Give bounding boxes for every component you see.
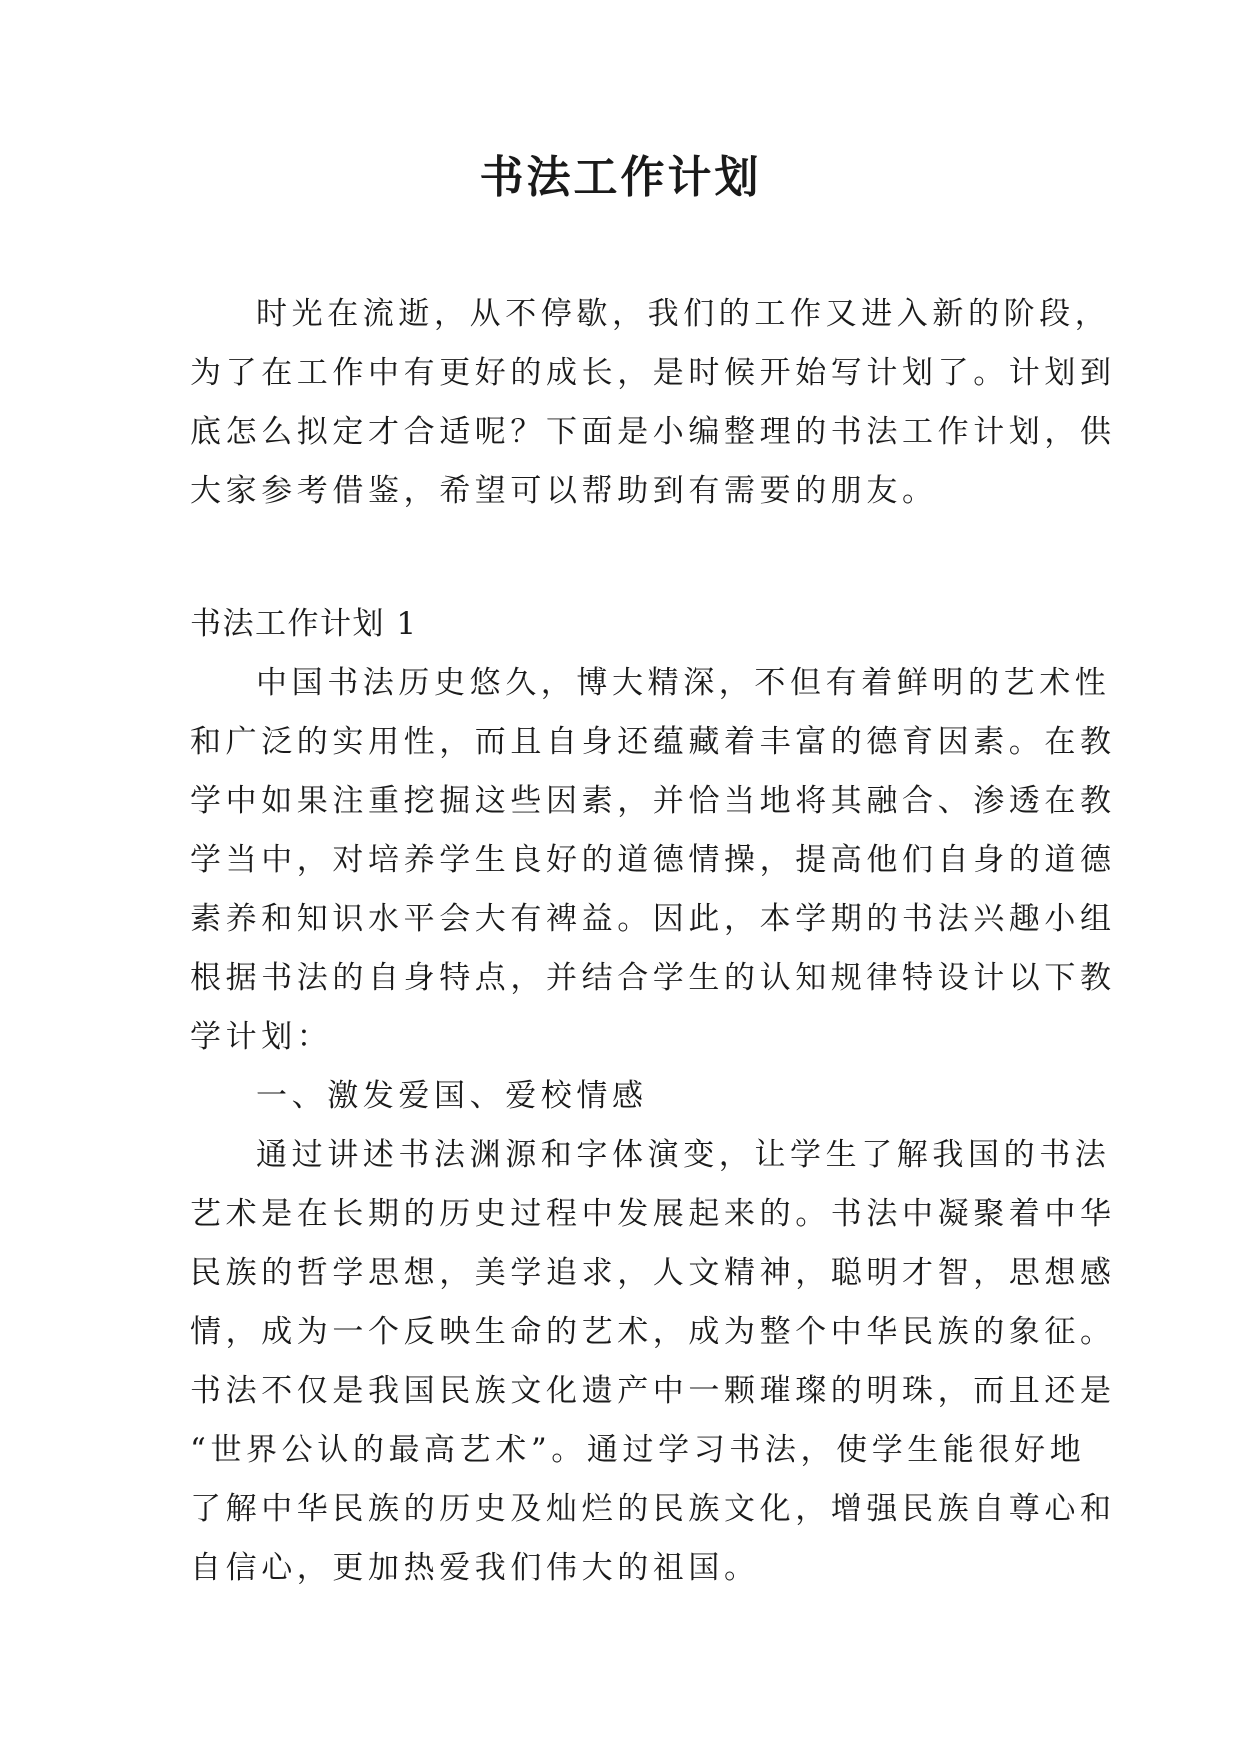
text-line: 为了在工作中有更好的成长，是时候开始写计划了。计划到 — [190, 355, 1116, 391]
text-line: 通过讲述书法渊源和字体演变，让学生了解我国的书法 — [256, 1137, 1111, 1173]
intro-paragraph — [190, 285, 1116, 521]
text-line: 了解中华民族的历史及灿烂的民族文化，增强民族自尊心和 — [190, 1491, 1116, 1527]
text-line: 学中如果注重挖掘这些因素，并恰当地将其融合、渗透在教 — [190, 783, 1116, 819]
body-paragraph-2 — [190, 1126, 1116, 1598]
text-line: 素养和知识水平会大有裨益。因此，本学期的书法兴趣小组 — [190, 901, 1116, 937]
text-line: 大家参考借鉴，希望可以帮助到有需要的朋友。 — [190, 473, 938, 509]
text-line: 书法不仅是我国民族文化遗产中一颗璀璨的明珠，而且还是 — [190, 1373, 1116, 1409]
paragraph-spacer — [190, 521, 1060, 595]
text-line: 和广泛的实用性，而且自身还蕴藏着丰富的德育因素。在教 — [190, 724, 1116, 760]
text-line: 情，成为一个反映生命的艺术，成为整个中华民族的象征。 — [190, 1314, 1116, 1350]
text-line: 民族的哲学思想，美学追求，人文精神，聪明才智，思想感 — [190, 1255, 1116, 1291]
section-heading: 书法工作计划 1 — [190, 606, 418, 642]
text-line: 时光在流逝，从不停歇，我们的工作又进入新的阶段， — [256, 296, 1111, 332]
document-title: 书法工作计划 — [479, 152, 762, 203]
document-body — [190, 285, 1116, 1598]
text-line: 自信心，更加热爱我们伟大的祖国。 — [190, 1550, 760, 1586]
text-line: 底怎么拟定才合适呢？下面是小编整理的书法工作计划，供 — [190, 414, 1116, 450]
text-line: 根据书法的自身特点，并结合学生的认知规律特设计以下教 — [190, 960, 1116, 996]
text-line: 学计划： — [190, 1019, 333, 1055]
subheading: 一、激发爱国、爱校情感 — [256, 1078, 648, 1114]
text-line: 学当中，对培养学生良好的道德情操，提高他们自身的道德 — [190, 842, 1116, 878]
text-line: 中国书法历史悠久，博大精深，不但有着鲜明的艺术性 — [256, 665, 1111, 701]
body-paragraph-1 — [190, 654, 1116, 1067]
text-line: “世界公认的最高艺术”。通过学习书法，使学生能很好地 — [190, 1432, 1086, 1468]
text-line: 艺术是在长期的历史过程中发展起来的。书法中凝聚着中华 — [190, 1196, 1116, 1232]
